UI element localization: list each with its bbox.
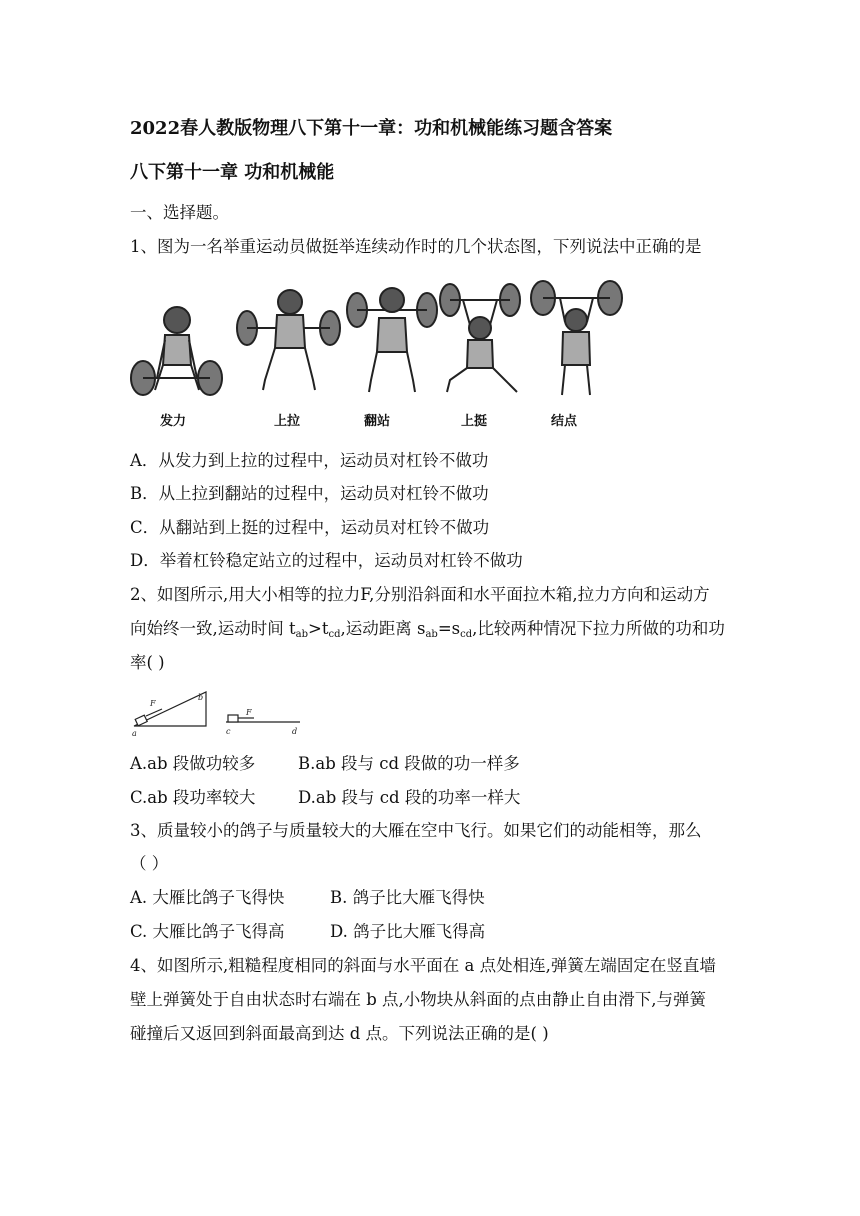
point-label-c: c (226, 727, 231, 736)
lift-label: 结点 (551, 414, 578, 429)
section-heading: 一、选择题。 (130, 203, 229, 222)
lift-label: 上挺 (461, 414, 488, 429)
q2-line-2: 向始终一致,运动时间 tab>tcd,运动距离 sab=scd,比较两种情况下拉力所做的功和功 (130, 619, 725, 640)
lifter-figure-4 (440, 284, 520, 392)
weightlifting-figure (125, 280, 635, 405)
point-label-a: a (132, 729, 137, 738)
q1-option-d: D．举着杠铃稳定站立的过程中，运动员对杠铃不做功 (130, 551, 523, 570)
lift-label: 发力 (160, 414, 187, 429)
q2-option-b: B.ab 段与 cd 段做的功一样多 (298, 754, 520, 773)
q3-option-c: C. 大雁比鸽子飞得高 (130, 922, 285, 941)
q1-stem: 1、图为一名举重运动员做挺举连续动作时的几个状态图，下列说法中正确的是 (130, 237, 702, 256)
lift-label: 翻站 (364, 414, 391, 429)
q3-line-1: 3、质量较小的鸽子与质量较大的大雁在空中飞行。如果它们的动能相等，那么 (130, 821, 702, 840)
q1-option-a: A．从发力到上拉的过程中，运动员对杠铃不做功 (130, 451, 489, 470)
lifter-figure-2 (237, 290, 340, 390)
q2-line-1: 2、如图所示,用大小相等的拉力F,分别沿斜面和水平面拉木箱,拉力方向和运动方 (130, 585, 710, 604)
point-label-d: d (292, 727, 298, 736)
lift-label: 上拉 (274, 414, 301, 429)
q2-option-c: C.ab 段功率较大 (130, 788, 256, 807)
lifter-figure-1 (131, 307, 222, 395)
point-label-b: b (198, 693, 204, 702)
q2-option-a: A.ab 段做功较多 (130, 754, 256, 773)
chapter-title: 八下第十一章 功和机械能 (130, 162, 335, 183)
q2-line-3: 率( ) (130, 653, 165, 672)
force-label-f1: F (150, 699, 156, 708)
q1-option-b: B．从上拉到翻站的过程中，运动员对杠铃不做功 (130, 484, 489, 503)
force-label-f2: F (246, 708, 252, 717)
q3-option-b: B. 鸽子比大雁飞得快 (330, 888, 485, 907)
lifter-figure-3 (347, 288, 437, 392)
q4-line-2: 壁上弹簧处于自由状态时右端在 b 点,小物块从斜面的点由静止自由滑下,与弹簧 (130, 990, 707, 1009)
q3-line-2: （ ） (130, 854, 169, 873)
pulling-figure (128, 686, 308, 738)
q3-option-d: D. 鸽子比大雁飞得高 (330, 922, 486, 941)
q3-option-a: A. 大雁比鸽子飞得快 (130, 888, 285, 907)
q4-line-3: 碰撞后又返回到斜面最高到达 d 点。下列说法正确的是( ) (130, 1024, 549, 1043)
lifter-figure-5 (531, 281, 622, 395)
document-title: 2022春人教版物理八下第十一章：功和机械能练习题含答案 (130, 118, 613, 139)
q1-option-c: C．从翻站到上挺的过程中，运动员对杠铃不做功 (130, 518, 490, 537)
q4-line-1: 4、如图所示,粗糙程度相同的斜面与水平面在 a 点处相连,弹簧左端固定在竖直墙 (130, 956, 716, 975)
q2-option-d: D.ab 段与 cd 段的功率一样大 (298, 788, 521, 807)
